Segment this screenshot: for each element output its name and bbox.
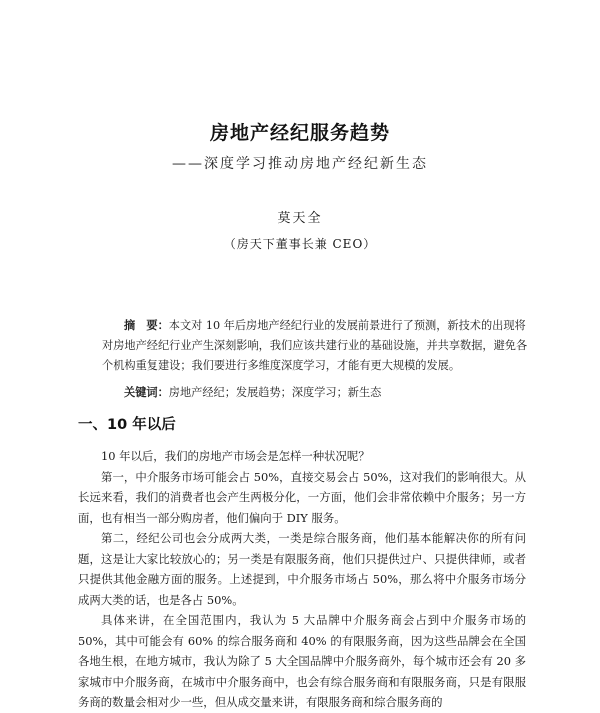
abstract-paragraph (102, 315, 532, 376)
section-heading: 一、10 年以后 (78, 417, 176, 433)
keywords-paragraph (102, 382, 532, 403)
body-paragraph: 第二，经纪公司也会分成两大类，一类是综合服务商，他们基本能解决你的所有问题，这是让大家比较放心的；另一类是有限服务商，他们只提供过户、只提供律师，或者只提供其他金融方面的服务。上述提到，中介服务市场占 50%，那么将中介服务市场分成两大类的话，也是各占 50%。 (78, 531, 526, 607)
keywords-text: 房地产经纪；发展趋势；深度学习；新生态 (168, 386, 382, 399)
body-paragraph: 10 年以后，我们的房地产市场会是怎样一种状况呢？ (101, 449, 370, 463)
body-paragraph: 具体来讲，在全国范围内，我认为 5 大品牌中介服务商会占到中介服务市场的 50%，其中可能会有 60% 的综合服务商和 40% 的有限服务商，因为这些品牌会在全国各地生根，在地方城市，我认为除了 5 大全国品牌中介服务商外，每个城市还会有 20 多家城市中介服务商，在城市中介服务商中，也会有综合服务商和有限服务商，只是有限服务商的数量会相对少一些，但从成交量来讲，有限服务商和综合服务商的 (78, 613, 526, 709)
author-affiliation: （房天下董事长兼 CEO） (223, 237, 377, 251)
keywords-label: 关键词： (124, 385, 169, 399)
abstract-label: 摘 要： (124, 318, 169, 332)
body-paragraph: 第一，中介服务市场可能会占 50%，直接交易会占 50%，这对我们的影响很大。从长远来看，我们的消费者也会产生两极分化，一方面，他们会非常依赖中介服务；另一方面，也有相当一部分购房者，他们偏向于 DIY 服务。 (78, 469, 526, 525)
article-title: 房地产经纪服务趋势 (209, 122, 390, 144)
abstract-text: 本文对 10 年后房地产经纪行业的发展前景进行了预测，新技术的出现将对房地产经纪行业产生深刻影响，我们应该共建行业的基础设施，并共享数据，避免各个机构重复建设；我们要进行多维度深度学习，才能有更大规模的发展。 (102, 319, 528, 372)
article-subtitle: ——深度学习推动房地产经纪新生态 (172, 156, 428, 172)
author-name: 莫天全 (277, 211, 323, 226)
body-text (78, 446, 526, 713)
abstract-block (102, 315, 532, 403)
